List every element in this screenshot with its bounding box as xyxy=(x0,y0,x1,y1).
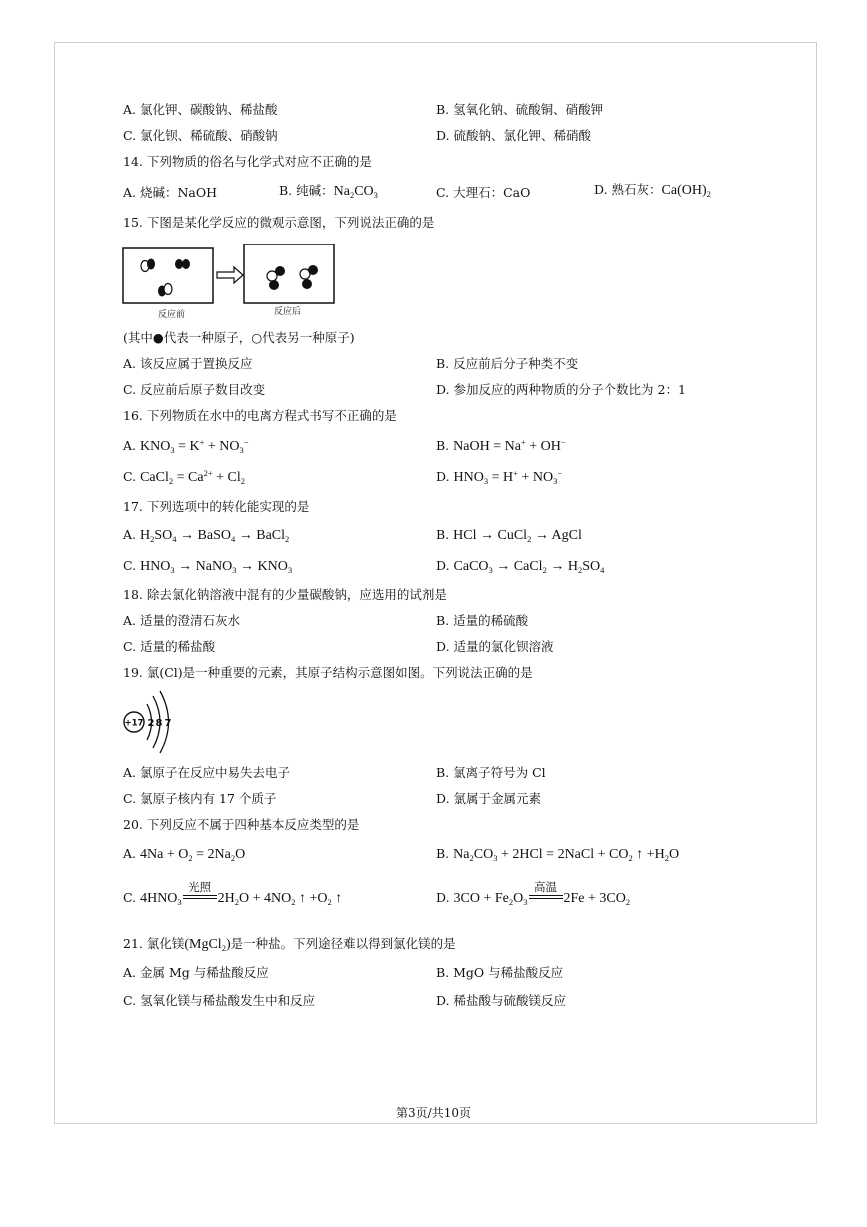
after-box xyxy=(244,244,334,303)
q20-stem: 20. 下列反应不属于四种基本反应类型的是 xyxy=(123,817,360,832)
shell-2-count: 8 xyxy=(155,718,163,729)
shell-3-count: 7 xyxy=(164,718,172,729)
q18-option-c: C. 适量的稀盐酸 xyxy=(123,639,216,654)
q19-option-b: B. 氯离子符号为 Cl xyxy=(436,765,546,780)
q21-option-b: B. MgO 与稀盐酸反应 xyxy=(436,965,564,980)
q15-option-c: C. 反应前后原子数目改变 xyxy=(123,382,266,397)
q19-option-d: D. 氯属于金属元素 xyxy=(436,791,542,806)
q17-option-d: D. CaCO$_3$ → CaCl$_2$ → $H_2SO_4$ xyxy=(436,558,605,575)
q13-option-c: C. 氯化钡、稀硫酸、硝酸钠 xyxy=(123,128,278,143)
page-number: 第3页/共10页 xyxy=(396,1106,471,1120)
q15-note: (其中●代表一种原子，○代表另一种原子) xyxy=(123,330,355,345)
nucleus-charge: +17 xyxy=(124,718,144,729)
q15-stem: 15. 下图是某化学反应的微观示意图，下列说法正确的是 xyxy=(123,215,435,230)
q18-stem: 18. 除去氯化钠溶液中混有的少量碳酸钠，应选用的试剂是 xyxy=(123,587,447,602)
q21-option-c: C. 氢氧化镁与稀盐酸发生中和反应 xyxy=(123,993,316,1008)
q21-stem: 21. 氯化镁(MgCl$_2$)是一种盐。下列途径难以得到氯化镁的是 xyxy=(123,936,456,953)
q20-option-b: B. $Na_2CO_3 + 2HCl$ = 2NaCl + $CO_2$ ↑ $+H_2O$ xyxy=(436,846,680,863)
label-before: 反应前 xyxy=(158,310,186,320)
q18-option-a: A. 适量的澄清石灰水 xyxy=(123,613,240,628)
label-after: 反应后 xyxy=(274,307,302,317)
q15-option-a: A. 该反应属于置换反应 xyxy=(123,356,253,371)
q17-option-c: C. $HNO_3$ → NaNO$_3$ → $KNO_3$ xyxy=(123,558,293,575)
q15-option-d: D. 参加反应的两种物质的分子个数比为 2：1 xyxy=(436,382,686,397)
q14-stem: 14. 下列物质的俗名与化学式对应不正确的是 xyxy=(123,154,372,169)
q20-option-c: C. $4HNO_3$ 光照 $2H_2O + 4NO_2$ ↑ $+O_2$ ↑ xyxy=(123,882,343,907)
shell-1-count: 2 xyxy=(147,718,155,729)
q16-stem: 16. 下列物质在水中的电离方程式书写不正确的是 xyxy=(123,408,397,423)
q18-option-d: D. 适量的氯化钡溶液 xyxy=(436,639,554,654)
reaction-diagram xyxy=(120,244,350,322)
q16-option-a: A. $KNO_3 = K^+ + NO_3^-$ xyxy=(123,437,249,455)
q18-option-b: B. 适量的稀硫酸 xyxy=(436,613,529,628)
chlorine-atom-diagram xyxy=(120,690,180,754)
q17-option-a: A. $H_2SO_4$ → BaSO$_4$ → BaCl$_2$ xyxy=(123,527,290,544)
q19-option-c: C. 氯原子核内有 17 个质子 xyxy=(123,791,277,806)
q15-option-b: B. 反应前后分子种类不变 xyxy=(436,356,579,371)
q16-option-c: C. CaCl$_2$ = $Ca^{2+} + Cl_2$ xyxy=(123,468,245,486)
q20-option-d: D. $3CO + Fe_2O_3$ 高温 $2Fe + 3CO_2$ xyxy=(436,882,631,907)
q20-option-a: A. $4Na + O_2 = 2Na_2O$ xyxy=(123,846,246,863)
q13-option-a: A. 氯化钾、碳酸钠、稀盐酸 xyxy=(123,102,278,117)
page-border xyxy=(54,42,817,1124)
q14-option-c: C. 大理石：CaO xyxy=(436,185,531,200)
q16-option-d: D. $HNO_3 = H^+ + NO_3^-$ xyxy=(436,468,563,486)
q14-option-d: D. 熟石灰：$Ca(OH)_2$ xyxy=(594,182,711,199)
q14-option-b: B. 纯碱：$Na_2CO_3$ xyxy=(279,183,378,200)
reaction-arrow xyxy=(217,267,243,283)
q19-stem: 19. 氯(Cl)是一种重要的元素，其原子结构示意图如图。下列说法正确的是 xyxy=(123,665,533,680)
q13-option-d: D. 硫酸钠、氯化钾、稀硝酸 xyxy=(436,128,592,143)
q13-option-b: B. 氢氧化钠、硫酸铜、硝酸钾 xyxy=(436,102,604,117)
q17-option-b: B. HCl → CuCl$_2$ → AgCl xyxy=(436,527,582,544)
q21-option-d: D. 稀盐酸与硫酸镁反应 xyxy=(436,993,567,1008)
q16-option-b: B. NaOH = Na+ + OH− xyxy=(436,437,566,454)
q21-option-a: A. 金属 Mg 与稀盐酸反应 xyxy=(123,965,269,980)
q17-stem: 17. 下列选项中的转化能实现的是 xyxy=(123,499,310,514)
condition-light: 光照 xyxy=(188,882,212,894)
condition-heat: 高温 xyxy=(534,882,558,894)
q19-option-a: A. 氯原子在反应中易失去电子 xyxy=(123,765,290,780)
q14-option-a: A. 烧碱：NaOH xyxy=(123,185,218,200)
